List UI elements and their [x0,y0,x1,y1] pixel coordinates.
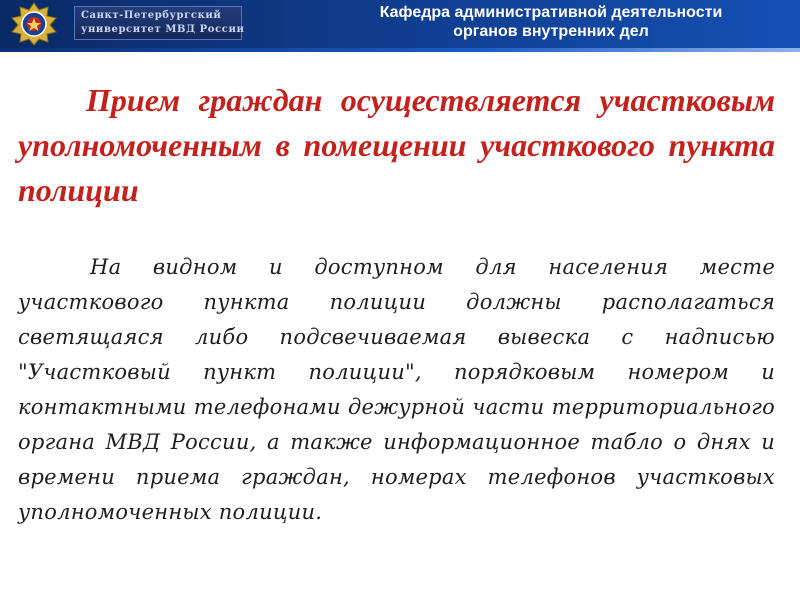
slide-heading: Прием граждан осуществляется участковым уполномоченным в помещении участкового пункта полиции [18,82,775,208]
header-bar [0,0,800,48]
police-emblem-icon [4,2,64,46]
university-name-line-2: университет МВД России [81,24,245,35]
department-title [306,3,796,41]
header-accent-stripe [0,48,800,52]
department-title-line-1: Кафедра административной деятельности [379,4,723,21]
slide-paragraph: На видном и доступном для населения месте участкового пункта полиции должны располагаться светящаяся либо подсвечиваемая вывеска с надписью "Участковый пункт полиции", порядковым номером и контактными телефонами дежурной части территориального органа МВД России, а также информационное табло о днях и времени приема граждан, номерах телефонов участковых уполномоченных полиции. [18,255,775,524]
department-title-line-2: органов внутренних дел [453,23,649,40]
university-name-block [74,6,245,40]
university-name-line-1: Санкт-Петербургский [81,10,222,21]
